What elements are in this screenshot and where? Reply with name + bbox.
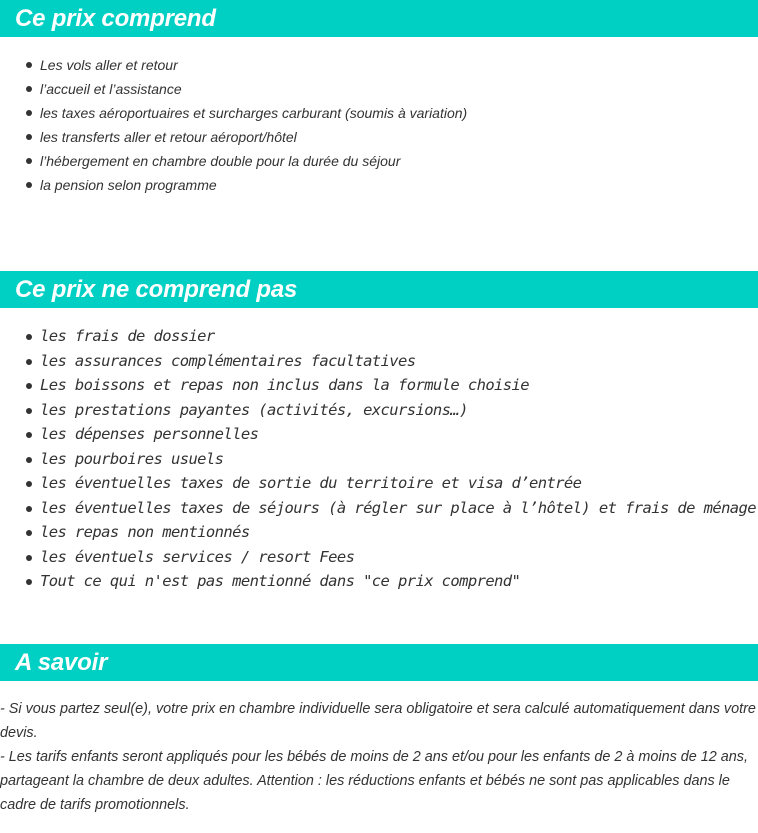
good-to-know-title: A savoir bbox=[15, 649, 108, 676]
list-item: les assurances complémentaires facultatives bbox=[0, 349, 758, 374]
included-title: Ce prix comprend bbox=[15, 5, 216, 32]
list-item: les taxes aéroportuaires et surcharges carburant (soumis à variation) bbox=[0, 101, 758, 125]
list-item: les dépenses personnelles bbox=[0, 422, 758, 447]
good-to-know-header bbox=[0, 644, 758, 681]
good-to-know-paragraph: - Les tarifs enfants seront appliqués pour les bébés de moins de 2 ans et/ou pour les enfants de 2 à moins de 12 ans, partageant la chambre de deux adultes. Attention : les réductions enfants et bébés ne sont pas applicables dans le cadre de tarifs promotionnels. bbox=[0, 749, 748, 813]
good-to-know-body bbox=[0, 697, 758, 817]
list-item: les éventuelles taxes de séjours (à régler sur place à l’hôtel) et frais de ménage bbox=[0, 496, 758, 521]
included-header bbox=[0, 0, 758, 37]
list-item: les frais de dossier bbox=[0, 324, 758, 349]
list-item: les repas non mentionnés bbox=[0, 520, 758, 545]
list-item: l’hébergement en chambre double pour la durée du séjour bbox=[0, 149, 758, 173]
list-item: les transferts aller et retour aéroport/hôtel bbox=[0, 125, 758, 149]
included-list bbox=[0, 53, 758, 197]
list-item: les éventuelles taxes de sortie du territoire et visa d’entrée bbox=[0, 471, 758, 496]
list-item: les pourboires usuels bbox=[0, 447, 758, 472]
not-included-list bbox=[0, 324, 758, 594]
list-item: la pension selon programme bbox=[0, 173, 758, 197]
not-included-title: Ce prix ne comprend pas bbox=[15, 276, 298, 303]
list-item: l’accueil et l’assistance bbox=[0, 77, 758, 101]
list-item: les éventuels services / resort Fees bbox=[0, 545, 758, 570]
not-included-header bbox=[0, 271, 758, 308]
list-item: Tout ce qui n'est pas mentionné dans "ce prix comprend" bbox=[0, 569, 758, 594]
list-item: Les vols aller et retour bbox=[0, 53, 758, 77]
list-item: Les boissons et repas non inclus dans la formule choisie bbox=[0, 373, 758, 398]
good-to-know-paragraph: - Si vous partez seul(e), votre prix en chambre individuelle sera obligatoire et sera calculé automatiquement dans votre devis. bbox=[0, 701, 756, 741]
list-item: les prestations payantes (activités, excursions…) bbox=[0, 398, 758, 423]
